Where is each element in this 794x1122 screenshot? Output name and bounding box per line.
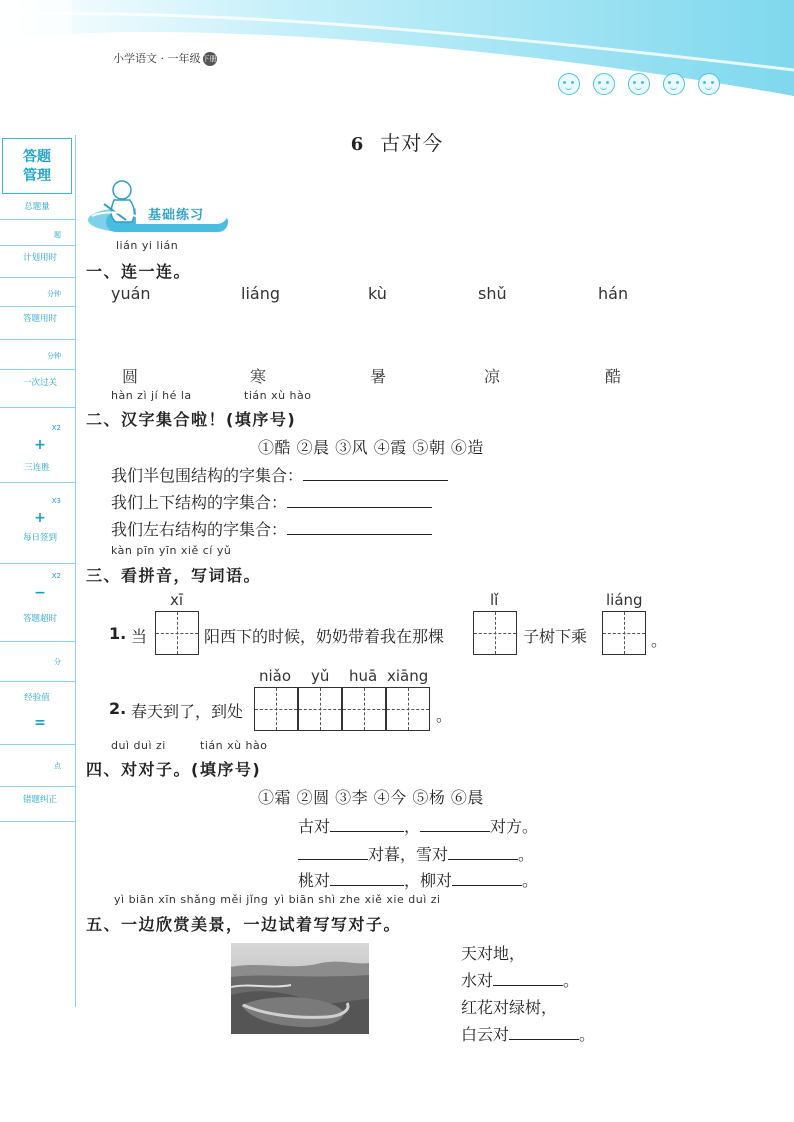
couplet-text: 对暮，雪对: [368, 845, 449, 864]
couplet-text: 古对: [298, 817, 331, 836]
pinyin-hint: xiāng: [387, 667, 429, 685]
answer-blank[interactable]: [287, 519, 432, 535]
couplet-text: 水对: [461, 971, 494, 990]
pinyin-word: yuán: [111, 284, 151, 303]
answer-blank[interactable]: [509, 1024, 579, 1040]
pinyin-word: shǔ: [478, 284, 507, 303]
writing-grid-cell[interactable]: [602, 611, 646, 655]
sentence-text: 春天到了，到处: [131, 702, 244, 721]
q2-line-label: 我们上下结构的字集合：: [111, 493, 288, 512]
pinyin-word: hán: [598, 284, 629, 303]
sidebar-title-line: 管理: [23, 168, 51, 184]
sidebar-item-first-pass: 一次过关: [22, 378, 57, 388]
couplet-line: [461, 968, 579, 991]
writing-grid-cell[interactable]: [298, 687, 342, 731]
divider: [0, 821, 76, 822]
couplet-text: 天对地，: [461, 944, 526, 963]
q4-pinyin-2: tián xù hào: [200, 739, 268, 752]
couplet-text: 。: [579, 1025, 596, 1044]
divider: [0, 641, 76, 642]
divider: [0, 245, 76, 246]
couplet-line: [298, 868, 538, 891]
pinyin-hint: huā: [349, 667, 378, 685]
series-label: [113, 50, 217, 66]
answer-blank[interactable]: [452, 870, 522, 886]
answer-blank[interactable]: [330, 816, 404, 832]
writing-grid-cell[interactable]: [155, 611, 199, 655]
hanzi-option[interactable]: 寒: [250, 367, 267, 386]
lesson-number: 6: [350, 134, 365, 155]
q3-pinyin: kàn pīn yīn xiě cí yǔ: [111, 544, 232, 557]
hanzi-option[interactable]: 酷: [605, 367, 622, 386]
divider: [0, 219, 76, 220]
sidebar-item-experience: 经验值: [24, 693, 50, 703]
divider: [0, 369, 76, 370]
writing-grid-cell[interactable]: [342, 687, 386, 731]
divider: [0, 277, 76, 278]
sidebar-item-answer-time: 答题用时: [22, 314, 57, 324]
answer-management-sidebar: [0, 135, 76, 1007]
pinyin-hint: liáng: [606, 591, 643, 609]
divider: [0, 563, 76, 564]
equals-icon: =: [34, 715, 46, 731]
section-banner: [86, 176, 228, 236]
writing-grid-cell[interactable]: [254, 687, 298, 731]
plus-icon: +: [34, 510, 46, 526]
sidebar-item-overtime: 答题超时: [22, 614, 57, 624]
sidebar-item-daily-signin: 每日签到: [22, 533, 57, 543]
smiley-icon: [558, 73, 580, 95]
sidebar-title: [2, 138, 72, 194]
q4-pinyin: duì duì zi: [111, 739, 166, 752]
banner-label: 基础练习: [148, 208, 205, 223]
sidebar-unit: 分: [54, 658, 61, 666]
volume-badge: 下册: [203, 52, 217, 66]
smiley-icon: [663, 73, 685, 95]
q2-line-label: 我们左右结构的字集合：: [111, 520, 288, 539]
q2-line-label: 我们半包围结构的字集合：: [111, 466, 304, 485]
q2-line: [111, 490, 432, 513]
smiley-icon: [628, 73, 650, 95]
minus-icon: −: [34, 585, 46, 601]
divider: [0, 744, 76, 745]
divider: [0, 306, 76, 307]
couplet-text: 。: [518, 845, 535, 864]
sentence-text: 子树下乘: [523, 627, 588, 646]
sentence-text: 阳西下的时候，奶奶带着我在那棵: [204, 627, 445, 646]
couplet-line: [298, 842, 534, 865]
divider: [0, 339, 76, 340]
answer-blank[interactable]: [298, 844, 368, 860]
landscape-photo: [231, 943, 369, 1034]
q5-pinyin: yì biān xīn shǎng měi jǐng: [114, 893, 269, 906]
couplet-text: 白云对: [461, 1025, 510, 1044]
sidebar-title-line: 答题: [23, 149, 51, 165]
couplet-line: [461, 1022, 595, 1045]
lesson-title-text: 古对今: [380, 131, 444, 155]
divider: [0, 407, 76, 408]
couplet-text: 红花对绿树，: [461, 998, 558, 1017]
series-text: 小学语文 · 一年级: [113, 52, 201, 65]
q2-heading: 二、汉字集合啦！(填序号): [86, 410, 297, 429]
q1-pinyin: lián yi lián: [116, 239, 179, 252]
smiley-row: [558, 73, 720, 95]
answer-blank[interactable]: [420, 816, 490, 832]
sidebar-multiplier: X2: [51, 424, 61, 432]
q4-options: ①霜 ②圆 ③李 ④今 ⑤杨 ⑥晨: [258, 788, 484, 807]
pinyin-hint: lǐ: [490, 591, 499, 609]
answer-blank[interactable]: [493, 970, 563, 986]
couplet-text: 。: [563, 971, 580, 990]
q3-heading: 三、看拼音，写词语。: [86, 566, 262, 585]
q2-line: [111, 463, 448, 486]
sidebar-unit: 题: [54, 231, 61, 239]
q1-heading: 一、连一连。: [86, 262, 192, 281]
pinyin-hint: xī: [170, 591, 184, 609]
sidebar-item-three-wins: 三连胜: [24, 463, 50, 473]
answer-blank[interactable]: [330, 870, 404, 886]
divider: [0, 681, 76, 682]
divider: [0, 482, 76, 483]
writing-grid-cell[interactable]: [473, 611, 517, 655]
answer-blank[interactable]: [303, 465, 448, 481]
plus-icon: +: [34, 437, 46, 453]
couplet-text: 桃对: [298, 871, 331, 890]
sentence-number: 2.: [109, 699, 127, 718]
couplet-text: 。: [522, 871, 539, 890]
writing-grid-cell[interactable]: [386, 687, 430, 731]
pinyin-hint: niǎo: [259, 667, 292, 685]
sidebar-unit: 点: [54, 762, 61, 770]
couplet-line: [298, 814, 538, 837]
hanzi-option[interactable]: 圆: [122, 367, 139, 386]
q4-heading: 四、对对子。(填序号): [86, 760, 262, 779]
sentence-text: 当: [131, 627, 148, 646]
smiley-icon: [698, 73, 720, 95]
pinyin-hint: yǔ: [311, 667, 330, 685]
sidebar-item-total: 总题量: [24, 202, 50, 212]
q2-pinyin-2: tián xù hào: [244, 389, 312, 402]
q2-options: ①酷 ②晨 ③风 ④霞 ⑤朝 ⑥造: [258, 438, 484, 457]
sidebar-unit: 分钟: [47, 352, 61, 360]
answer-blank[interactable]: [448, 844, 518, 860]
couplet-text: ，: [404, 817, 421, 836]
smiley-icon: [593, 73, 615, 95]
sidebar-unit: 分钟: [47, 290, 61, 298]
sidebar-item-plan-time: 计划用时: [22, 253, 57, 263]
hanzi-option[interactable]: 凉: [484, 367, 501, 386]
pinyin-word: kù: [368, 284, 387, 303]
q5-pinyin-2: yì biān shì zhe xiě xie duì zi: [274, 893, 441, 906]
sentence-end: 。: [436, 706, 453, 725]
divider: [0, 786, 76, 787]
answer-blank[interactable]: [287, 492, 432, 508]
sentence-end: 。: [651, 631, 668, 650]
q2-line: [111, 517, 432, 540]
sentence-number: 1.: [109, 624, 127, 643]
sidebar-multiplier: X2: [51, 572, 61, 580]
sidebar-item-error-fix: 错题纠正: [22, 795, 57, 805]
couplet-text: 对方。: [490, 817, 539, 836]
hanzi-option[interactable]: 暑: [370, 367, 387, 386]
sidebar-multiplier: X3: [51, 497, 61, 505]
q5-heading: 五、一边欣赏美景，一边试着写写对子。: [86, 915, 402, 934]
pinyin-word: liáng: [241, 284, 280, 303]
lesson-title: [0, 127, 794, 156]
q2-pinyin: hàn zì jí hé la: [111, 389, 192, 402]
couplet-text: ，柳对: [404, 871, 453, 890]
